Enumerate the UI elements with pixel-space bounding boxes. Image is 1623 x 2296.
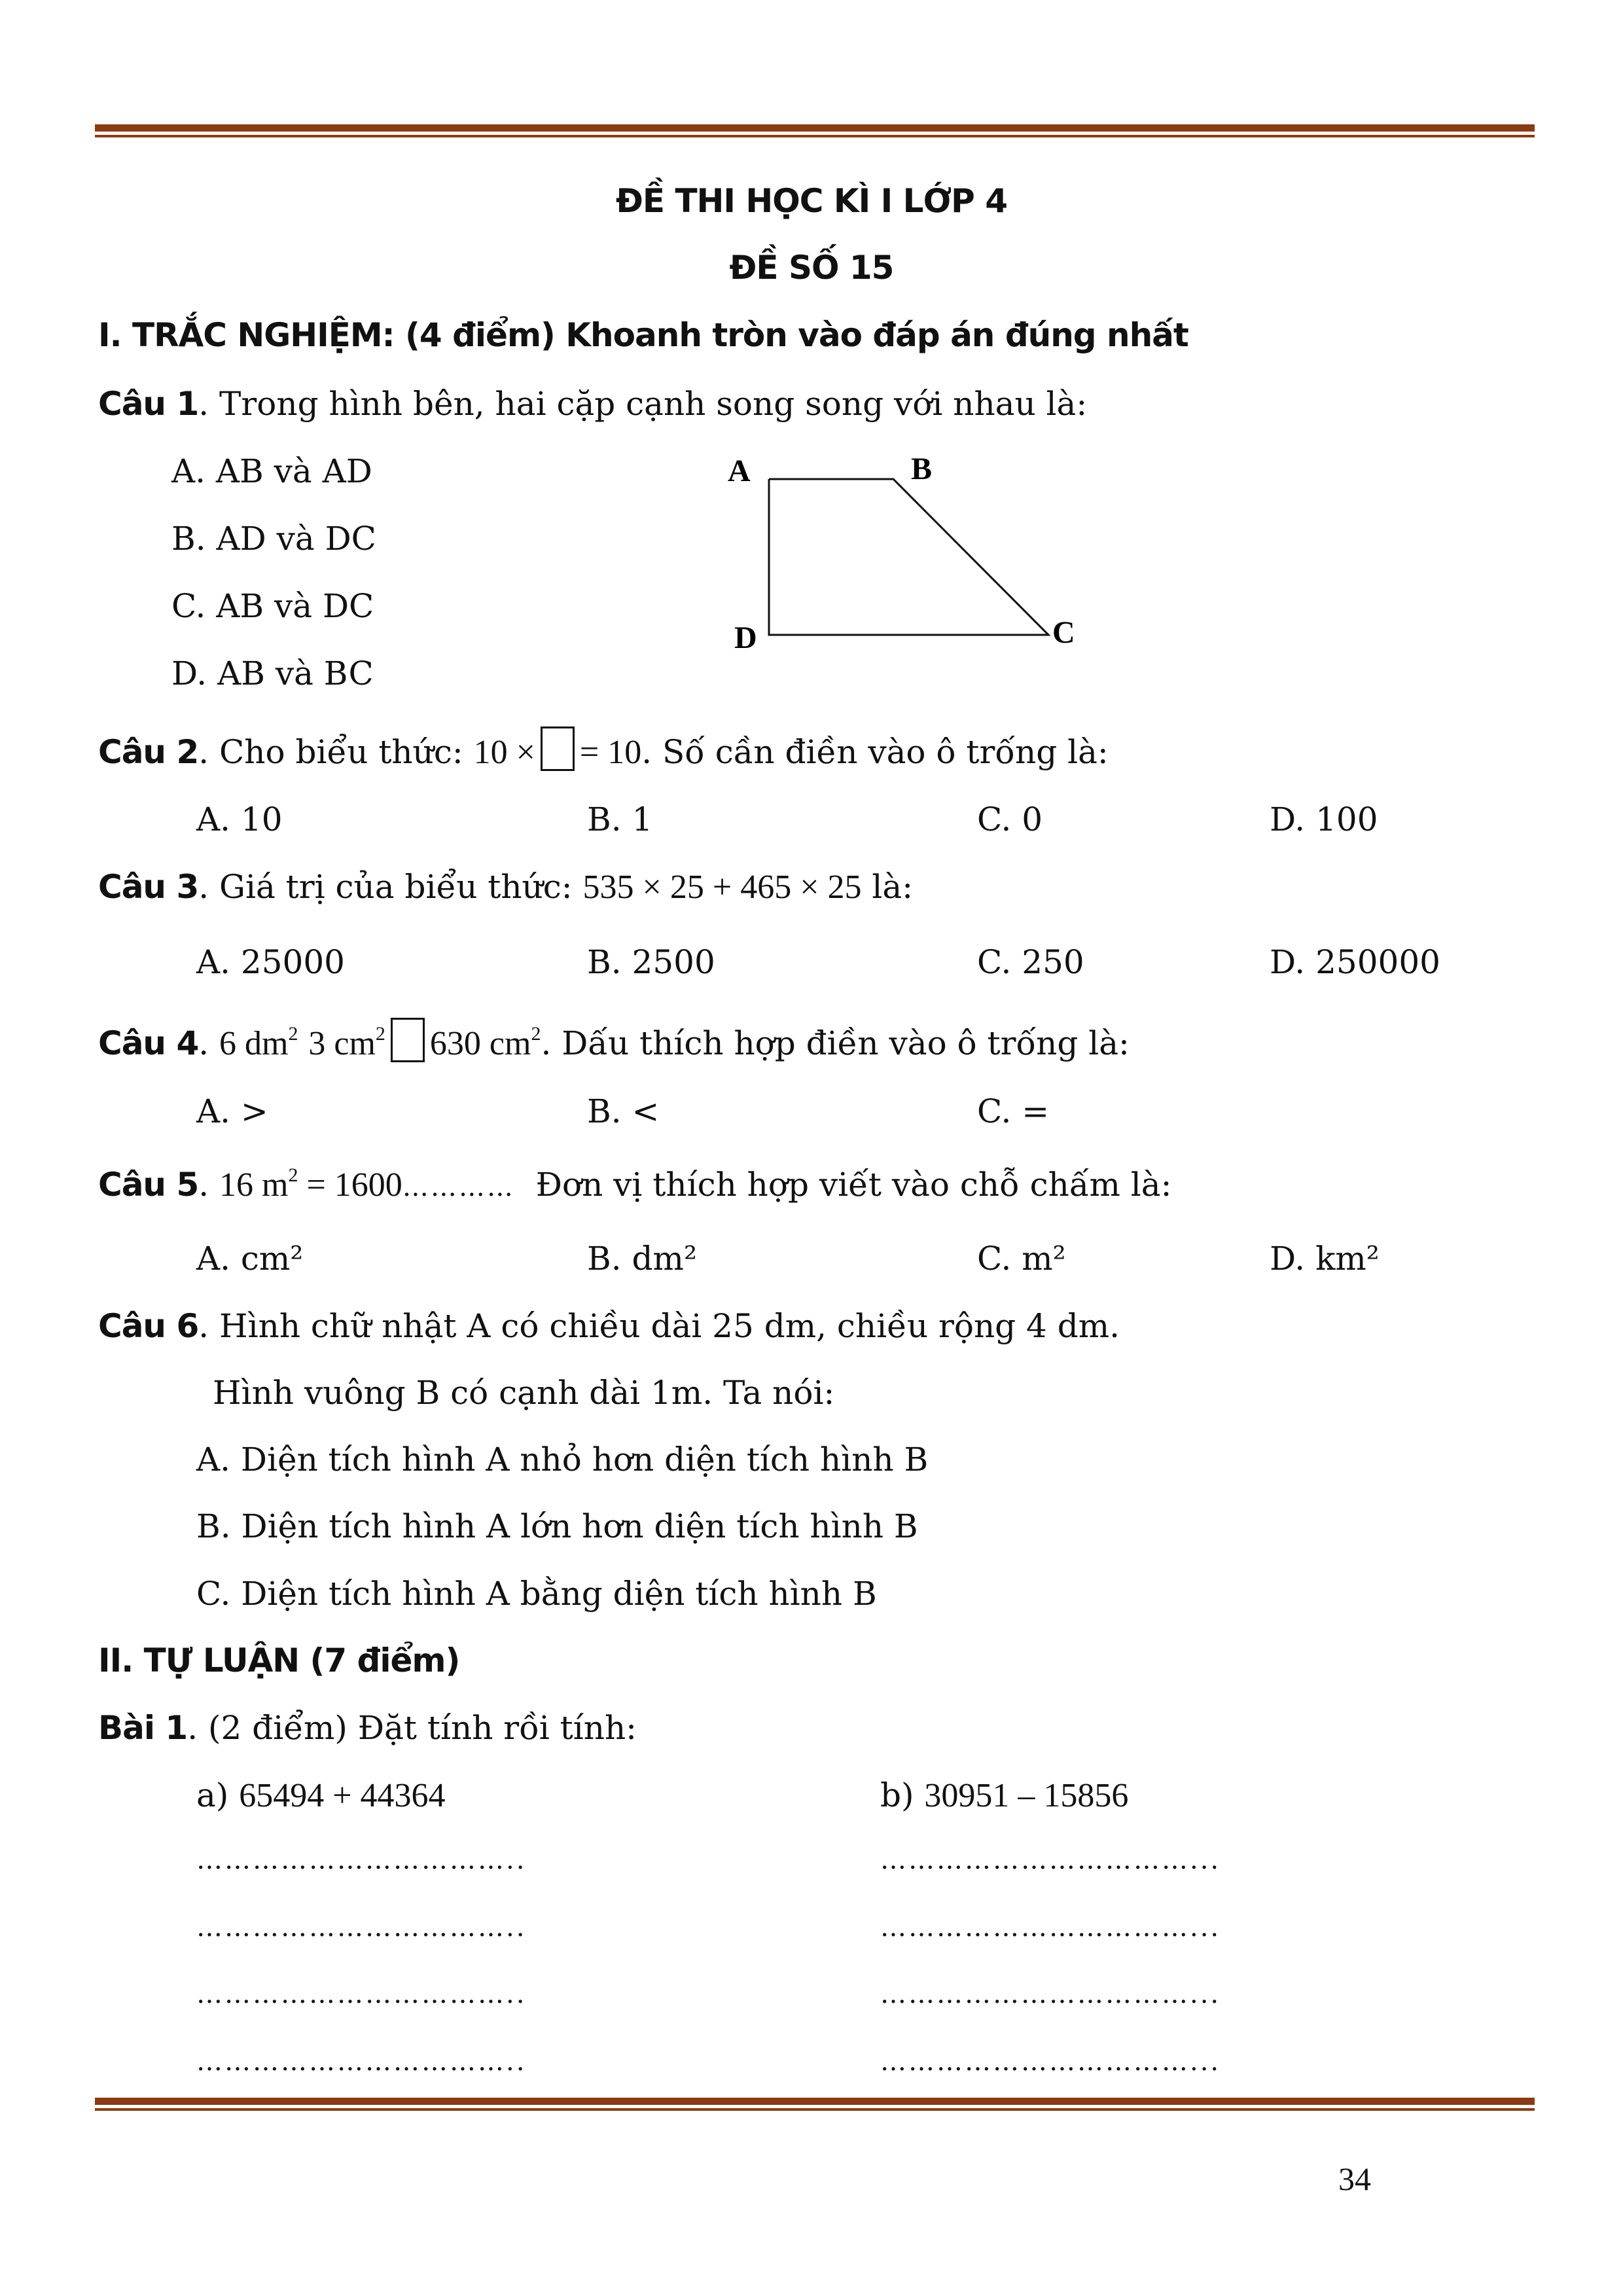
q3-option-b[interactable]: B. 2500: [587, 943, 715, 981]
b1-stem: [98, 1708, 637, 1748]
q2-label: Câu 2: [98, 733, 199, 771]
q6-option-a[interactable]: A. Diện tích hình A nhỏ hơn diện tích hình B: [196, 1441, 929, 1479]
top-divider: [95, 124, 1535, 137]
section2-heading: II. TỰ LUẬN (7 điểm): [98, 1641, 460, 1679]
q4-post: . Dấu thích hợp điền vào ô trống là:: [541, 1024, 1130, 1062]
q6-option-b[interactable]: B. Diện tích hình A lớn hơn diện tích hình B: [196, 1507, 918, 1545]
q2-expr-right: = 10: [579, 734, 642, 771]
bottom-divider: [95, 2098, 1535, 2111]
vertex-label-c: C: [1052, 615, 1075, 650]
q4-option-a[interactable]: A. >: [196, 1092, 268, 1130]
q4-term-a: 6 $dm^2$: [219, 1023, 298, 1062]
section1-heading: I. TRẮC NGHIỆM: (4 điểm) Khoanh tròn vào đáp án đúng nhất: [98, 316, 1188, 354]
exam-title: ĐỀ THI HỌC KÌ I LỚP 4: [615, 182, 1008, 220]
q5-option-a[interactable]: A. cm²: [196, 1240, 304, 1278]
q2-option-d[interactable]: D. 100: [1270, 800, 1378, 838]
q3-option-a[interactable]: A. 25000: [196, 943, 345, 981]
q1-stem: [98, 384, 1087, 423]
q3-stem: [98, 867, 913, 907]
q5-option-d[interactable]: D. km²: [1270, 1240, 1380, 1278]
b1-text: . (2 điểm) Đặt tính rồi tính:: [187, 1709, 637, 1747]
q2-post: . Số cần điền vào ô trống là:: [641, 733, 1109, 771]
q2-expr-left: 10 ×: [473, 734, 535, 771]
answer-box[interactable]: [541, 726, 575, 771]
b1-b-expr: 30951 – 15856: [924, 1777, 1129, 1814]
vertex-label-a: A: [728, 454, 751, 488]
q2-option-b[interactable]: B. 1: [587, 800, 653, 838]
q6-text: . Hình chữ nhật A có chiều dài 25 dm, chiều rộng 4 dm.: [198, 1307, 1120, 1345]
answer-line-b-3[interactable]: ……………………………...: [880, 1979, 1221, 2009]
q4-option-b[interactable]: B. <: [587, 1092, 660, 1130]
answer-line-b-4[interactable]: ……………………………...: [880, 2047, 1221, 2077]
q1-option-c[interactable]: C. AB và DC: [171, 587, 374, 625]
b1-a-expr: 65494 + 44364: [239, 1777, 446, 1814]
q3-post: là:: [861, 868, 914, 906]
q2-option-a[interactable]: A. 10: [196, 800, 283, 838]
vertex-label-b: B: [911, 452, 933, 486]
q4-label: Câu 4: [98, 1024, 199, 1062]
q6-label: Câu 6: [98, 1307, 199, 1345]
q3-expr: 535 × 25 + 465 × 25: [582, 869, 862, 906]
b1-label: Bài 1: [98, 1709, 188, 1747]
q5-label: Câu 5: [98, 1166, 199, 1204]
answer-line-b-2[interactable]: ……………………………...: [880, 1912, 1221, 1943]
answer-line-a-1[interactable]: ……………………………..: [196, 1845, 527, 1875]
b1-part-b: b) 30951 – 15856: [880, 1776, 1129, 1814]
comparison-box[interactable]: [391, 1018, 425, 1062]
answer-line-a-4[interactable]: ……………………………..: [196, 2047, 527, 2077]
q5-option-c[interactable]: C. m²: [977, 1240, 1066, 1278]
q5-post: Đơn vị thích hợp viết vào chỗ chấm là:: [535, 1166, 1172, 1204]
b1-part-a: a) 65494 + 44364: [196, 1776, 446, 1814]
answer-line-a-2[interactable]: ……………………………..: [196, 1912, 527, 1943]
vertex-label-d: D: [734, 620, 757, 655]
q2-pre: . Cho biểu thức:: [198, 733, 474, 771]
page-number: 34: [1338, 2161, 1371, 2197]
q4-stem: Câu 4. 6 $dm^2$ 3 $cm^2$ 630 $cm^2$. Dấu thích hợp điền vào ô trống là:: [98, 1018, 1130, 1064]
q3-option-d[interactable]: D. 250000: [1270, 943, 1440, 981]
q4-option-c[interactable]: C. =: [977, 1092, 1050, 1130]
q6-option-c[interactable]: C. Diện tích hình A bằng diện tích hình B: [196, 1575, 877, 1613]
answer-line-b-1[interactable]: ……………………………...: [880, 1845, 1221, 1875]
q1-label: Câu 1: [98, 385, 199, 423]
exam-subtitle: ĐỀ SỐ 15: [729, 249, 894, 287]
q3-label: Câu 3: [98, 868, 199, 906]
q5-stem: Câu 5. 16 $m^2$ = 1600………… Đơn vị thích hợp viết vào chỗ chấm là:: [98, 1164, 1172, 1204]
trapezoid-outline: [769, 479, 1048, 635]
q3-option-c[interactable]: C. 250: [977, 943, 1084, 981]
q5-blank[interactable]: …………: [402, 1172, 515, 1202]
q1-option-a[interactable]: A. AB và AD: [171, 452, 372, 490]
answer-line-a-3[interactable]: ……………………………..: [196, 1979, 527, 2009]
q2-option-c[interactable]: C. 0: [977, 800, 1043, 838]
q4-term-c: 630 $cm^2$: [429, 1023, 541, 1062]
trapezoid-figure: [720, 445, 1099, 661]
q6-stem: [98, 1306, 1120, 1346]
q5-expr: 16 $m^2 = 1600$: [219, 1164, 402, 1204]
q4-term-b: 3 $cm^2$: [308, 1023, 385, 1062]
q6-line2: Hình vuông B có cạnh dài 1m. Ta nói:: [213, 1374, 835, 1412]
q1-option-d[interactable]: D. AB và BC: [171, 655, 374, 692]
q1-option-b[interactable]: B. AD và DC: [171, 520, 376, 558]
q5-option-b[interactable]: B. dm²: [587, 1240, 697, 1278]
q2-stem: [98, 726, 1109, 772]
q3-pre: . Giá trị của biểu thức:: [198, 868, 583, 906]
q1-text: . Trong hình bên, hai cặp cạnh song song với nhau là:: [198, 385, 1088, 423]
